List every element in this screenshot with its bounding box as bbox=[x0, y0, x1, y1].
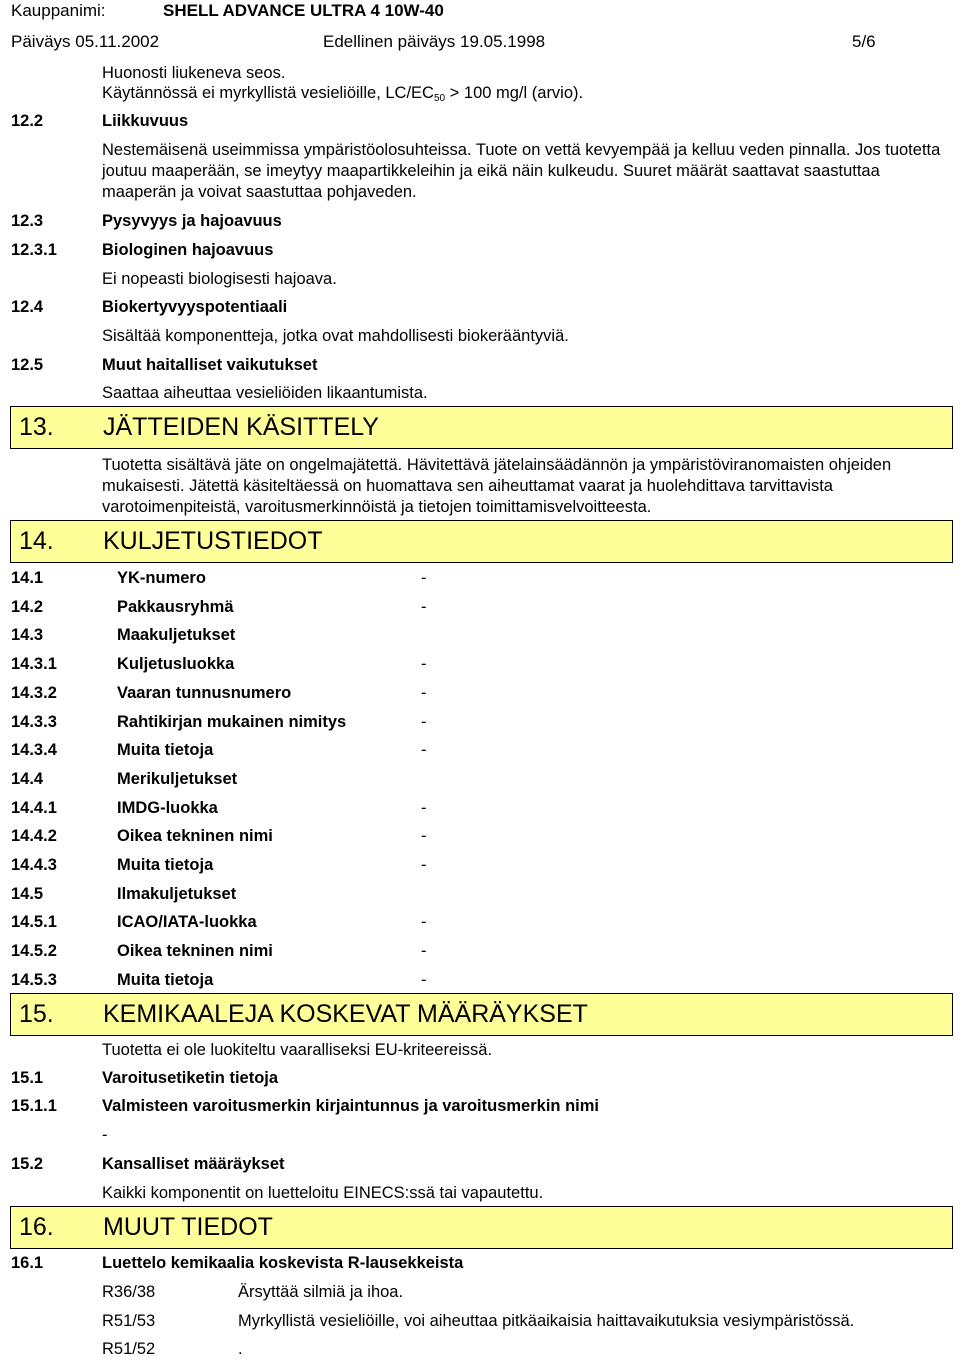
s12-3-title: Pysyvyys ja hajoavuus bbox=[102, 212, 282, 230]
section-16-title: MUUT TIEDOT bbox=[103, 1213, 273, 1241]
section-14-number: 14. bbox=[19, 527, 54, 555]
transport-row-number: 14.2 bbox=[11, 597, 44, 616]
s15-1-1-value: - bbox=[102, 1126, 108, 1144]
transport-row-number: 14.3 bbox=[11, 626, 44, 645]
transport-row-value: - bbox=[421, 597, 427, 616]
prev-date-label: Edellinen päiväys 19.05.1998 bbox=[323, 32, 546, 51]
transport-row-value: - bbox=[421, 856, 427, 874]
s15-text: Tuotetta ei ole luokiteltu vaaralliseksi EU-kriteereissä. bbox=[102, 1041, 493, 1059]
date-label: Päiväys 05.11.2002 bbox=[11, 32, 160, 51]
transport-row-number: 14.5.3 bbox=[11, 970, 57, 989]
s12-text-1: Huonosti liukeneva seos. bbox=[102, 64, 286, 82]
s16-1-number: 16.1 bbox=[11, 1254, 44, 1272]
section-16-number: 16. bbox=[19, 1213, 54, 1241]
s16-1-title: Luettelo kemikaalia koskevista R-lausekkeista bbox=[102, 1254, 464, 1272]
transport-row-value: - bbox=[421, 741, 427, 760]
transport-row-value: - bbox=[421, 827, 427, 846]
transport-row-number: 14.3.2 bbox=[11, 683, 57, 702]
transport-row-label: ICAO/IATA-luokka bbox=[117, 913, 257, 932]
transport-row-number: 14.4 bbox=[11, 769, 44, 788]
transport-row-label: Muita tietoja bbox=[117, 741, 214, 760]
section-13-header bbox=[10, 406, 953, 449]
r-phrase-code: R51/52 bbox=[102, 1340, 156, 1358]
transport-row-number: 14.5 bbox=[11, 884, 44, 903]
transport-row-number: 14.4.3 bbox=[11, 856, 57, 874]
s12-2-title: Liikkuvuus bbox=[102, 112, 189, 130]
s12-3-number: 12.3 bbox=[11, 212, 44, 230]
product-name: SHELL ADVANCE ULTRA 4 10W-40 bbox=[163, 1, 444, 20]
s12-3-1-number: 12.3.1 bbox=[11, 241, 57, 259]
transport-row-label: Maakuljetukset bbox=[117, 626, 236, 645]
s12-5-number: 12.5 bbox=[11, 356, 44, 374]
section-15-title: KEMIKAALEJA KOSKEVAT MÄÄRÄYKSET bbox=[103, 1000, 588, 1028]
transport-row-label: Muita tietoja bbox=[117, 970, 214, 989]
transport-row-label: Oikea tekninen nimi bbox=[117, 942, 273, 961]
page-number: 5/6 bbox=[852, 32, 876, 51]
section-13-title: JÄTTEIDEN KÄSITTELY bbox=[103, 413, 379, 441]
s12-5-text: Saattaa aiheuttaa vesieliöiden likaantumista. bbox=[102, 384, 428, 402]
transport-row-label: Pakkausryhmä bbox=[117, 597, 234, 616]
section-15-header bbox=[10, 993, 953, 1036]
transport-row-label: Kuljetusluokka bbox=[117, 655, 235, 674]
transport-row-label: Oikea tekninen nimi bbox=[117, 827, 273, 846]
section-16-header bbox=[10, 1206, 953, 1249]
transport-row-label: Ilmakuljetukset bbox=[117, 884, 237, 903]
transport-row-label: YK-numero bbox=[117, 569, 206, 587]
s15-1-title: Varoitusetiketin tietoja bbox=[102, 1069, 279, 1087]
transport-row-label: IMDG-luokka bbox=[117, 798, 218, 817]
transport-row-value: - bbox=[421, 569, 427, 587]
transport-row-number: 14.3.1 bbox=[11, 655, 57, 674]
section-13-number: 13. bbox=[19, 413, 54, 441]
s15-2-text: Kaikki komponentit on luetteloitu EINECS:ssä tai vapautettu. bbox=[102, 1184, 544, 1202]
transport-row-number: 14.5.1 bbox=[11, 913, 57, 932]
s15-2-title: Kansalliset määräykset bbox=[102, 1155, 285, 1173]
transport-row-label: Vaaran tunnusnumero bbox=[117, 683, 292, 702]
transport-row-value: - bbox=[421, 712, 427, 731]
transport-row-number: 14.4.2 bbox=[11, 827, 57, 846]
s12-2-number: 12.2 bbox=[11, 112, 44, 130]
s12-text-2: Käytännössä ei myrkyllistä vesieliöille, $LC/EC_{50} > 100$ mg/l (arvio). bbox=[102, 84, 584, 104]
company-label: Kauppanimi: bbox=[11, 1, 106, 20]
s12-3-1-text: Ei nopeasti biologisesti hajoava. bbox=[102, 270, 337, 288]
r-phrase-code: R51/53 bbox=[102, 1311, 156, 1330]
transport-row-number: 14.4.1 bbox=[11, 798, 57, 817]
transport-row-value: - bbox=[421, 942, 427, 961]
s12-3-1-title: Biologinen hajoavuus bbox=[102, 241, 274, 259]
s12-4-number: 12.4 bbox=[11, 298, 44, 316]
transport-row-label: Muita tietoja bbox=[117, 856, 214, 874]
r-phrase-text: Myrkyllistä vesieliöille, voi aiheuttaa pitkäaikaisia haittavaikutuksia vesiympäristössä. bbox=[238, 1311, 855, 1330]
section-14-header bbox=[10, 520, 953, 563]
s12-5-title: Muut haitalliset vaikutukset bbox=[102, 356, 318, 374]
transport-row-value: - bbox=[421, 798, 427, 817]
r-phrase-text: Ärsyttää silmiä ja ihoa. bbox=[238, 1283, 404, 1301]
transport-row-value: - bbox=[421, 655, 427, 674]
section-15-number: 15. bbox=[19, 1000, 54, 1028]
transport-row-number: 14.3.4 bbox=[11, 741, 57, 760]
section-14-title: KULJETUSTIEDOT bbox=[103, 527, 323, 555]
transport-row-label: Rahtikirjan mukainen nimitys bbox=[117, 712, 347, 731]
transport-row-number: 14.1 bbox=[11, 569, 44, 587]
s12-2-text: Nestemäisenä useimmissa ympäristöolosuhteissa. Tuote on vettä kevyempää ja kelluu veden pinnalla. Jos tuotetta joutuu maaperään, se imeytyy maapartikkeleihin ja eikä näin kulkeudu. Suuret määrät saattavat saastuttaa maaperän ja voivat saastuttaa pohjaveden. bbox=[102, 141, 941, 201]
s15-1-1-title: Valmisteen varoitusmerkin kirjaintunnus ja varoitusmerkin nimi bbox=[102, 1097, 599, 1115]
s13-text: Tuotetta sisältävä jäte on ongelmajätettä. Hävitettävä jätelainsäädännön ja ympäristöviranomaisten ohjeiden mukaisesti. Jätettä käsiteltäessä on huomattava sen aiheuttamat vaarat ja huolehdittava tarvittavista varotoimenpiteistä, varoitusmerkinnöistä ja tietojen toimittamisvelvoitteesta. bbox=[102, 456, 892, 516]
transport-row-number: 14.3.3 bbox=[11, 712, 57, 731]
transport-row-label: Merikuljetukset bbox=[117, 769, 238, 788]
r-phrase-code: R36/38 bbox=[102, 1283, 156, 1301]
s12-4-text: Sisältää komponentteja, jotka ovat mahdollisesti biokerääntyviä. bbox=[102, 327, 569, 345]
s15-2-number: 15.2 bbox=[11, 1155, 44, 1173]
transport-row-number: 14.5.2 bbox=[11, 942, 57, 961]
transport-row-value: - bbox=[421, 913, 427, 932]
r-phrase-text: . bbox=[238, 1340, 243, 1358]
transport-row-value: - bbox=[421, 970, 427, 989]
s15-1-number: 15.1 bbox=[11, 1069, 44, 1087]
s15-1-1-number: 15.1.1 bbox=[11, 1097, 57, 1115]
transport-row-value: - bbox=[421, 683, 427, 702]
s12-4-title: Biokertyvyyspotentiaali bbox=[102, 298, 288, 316]
